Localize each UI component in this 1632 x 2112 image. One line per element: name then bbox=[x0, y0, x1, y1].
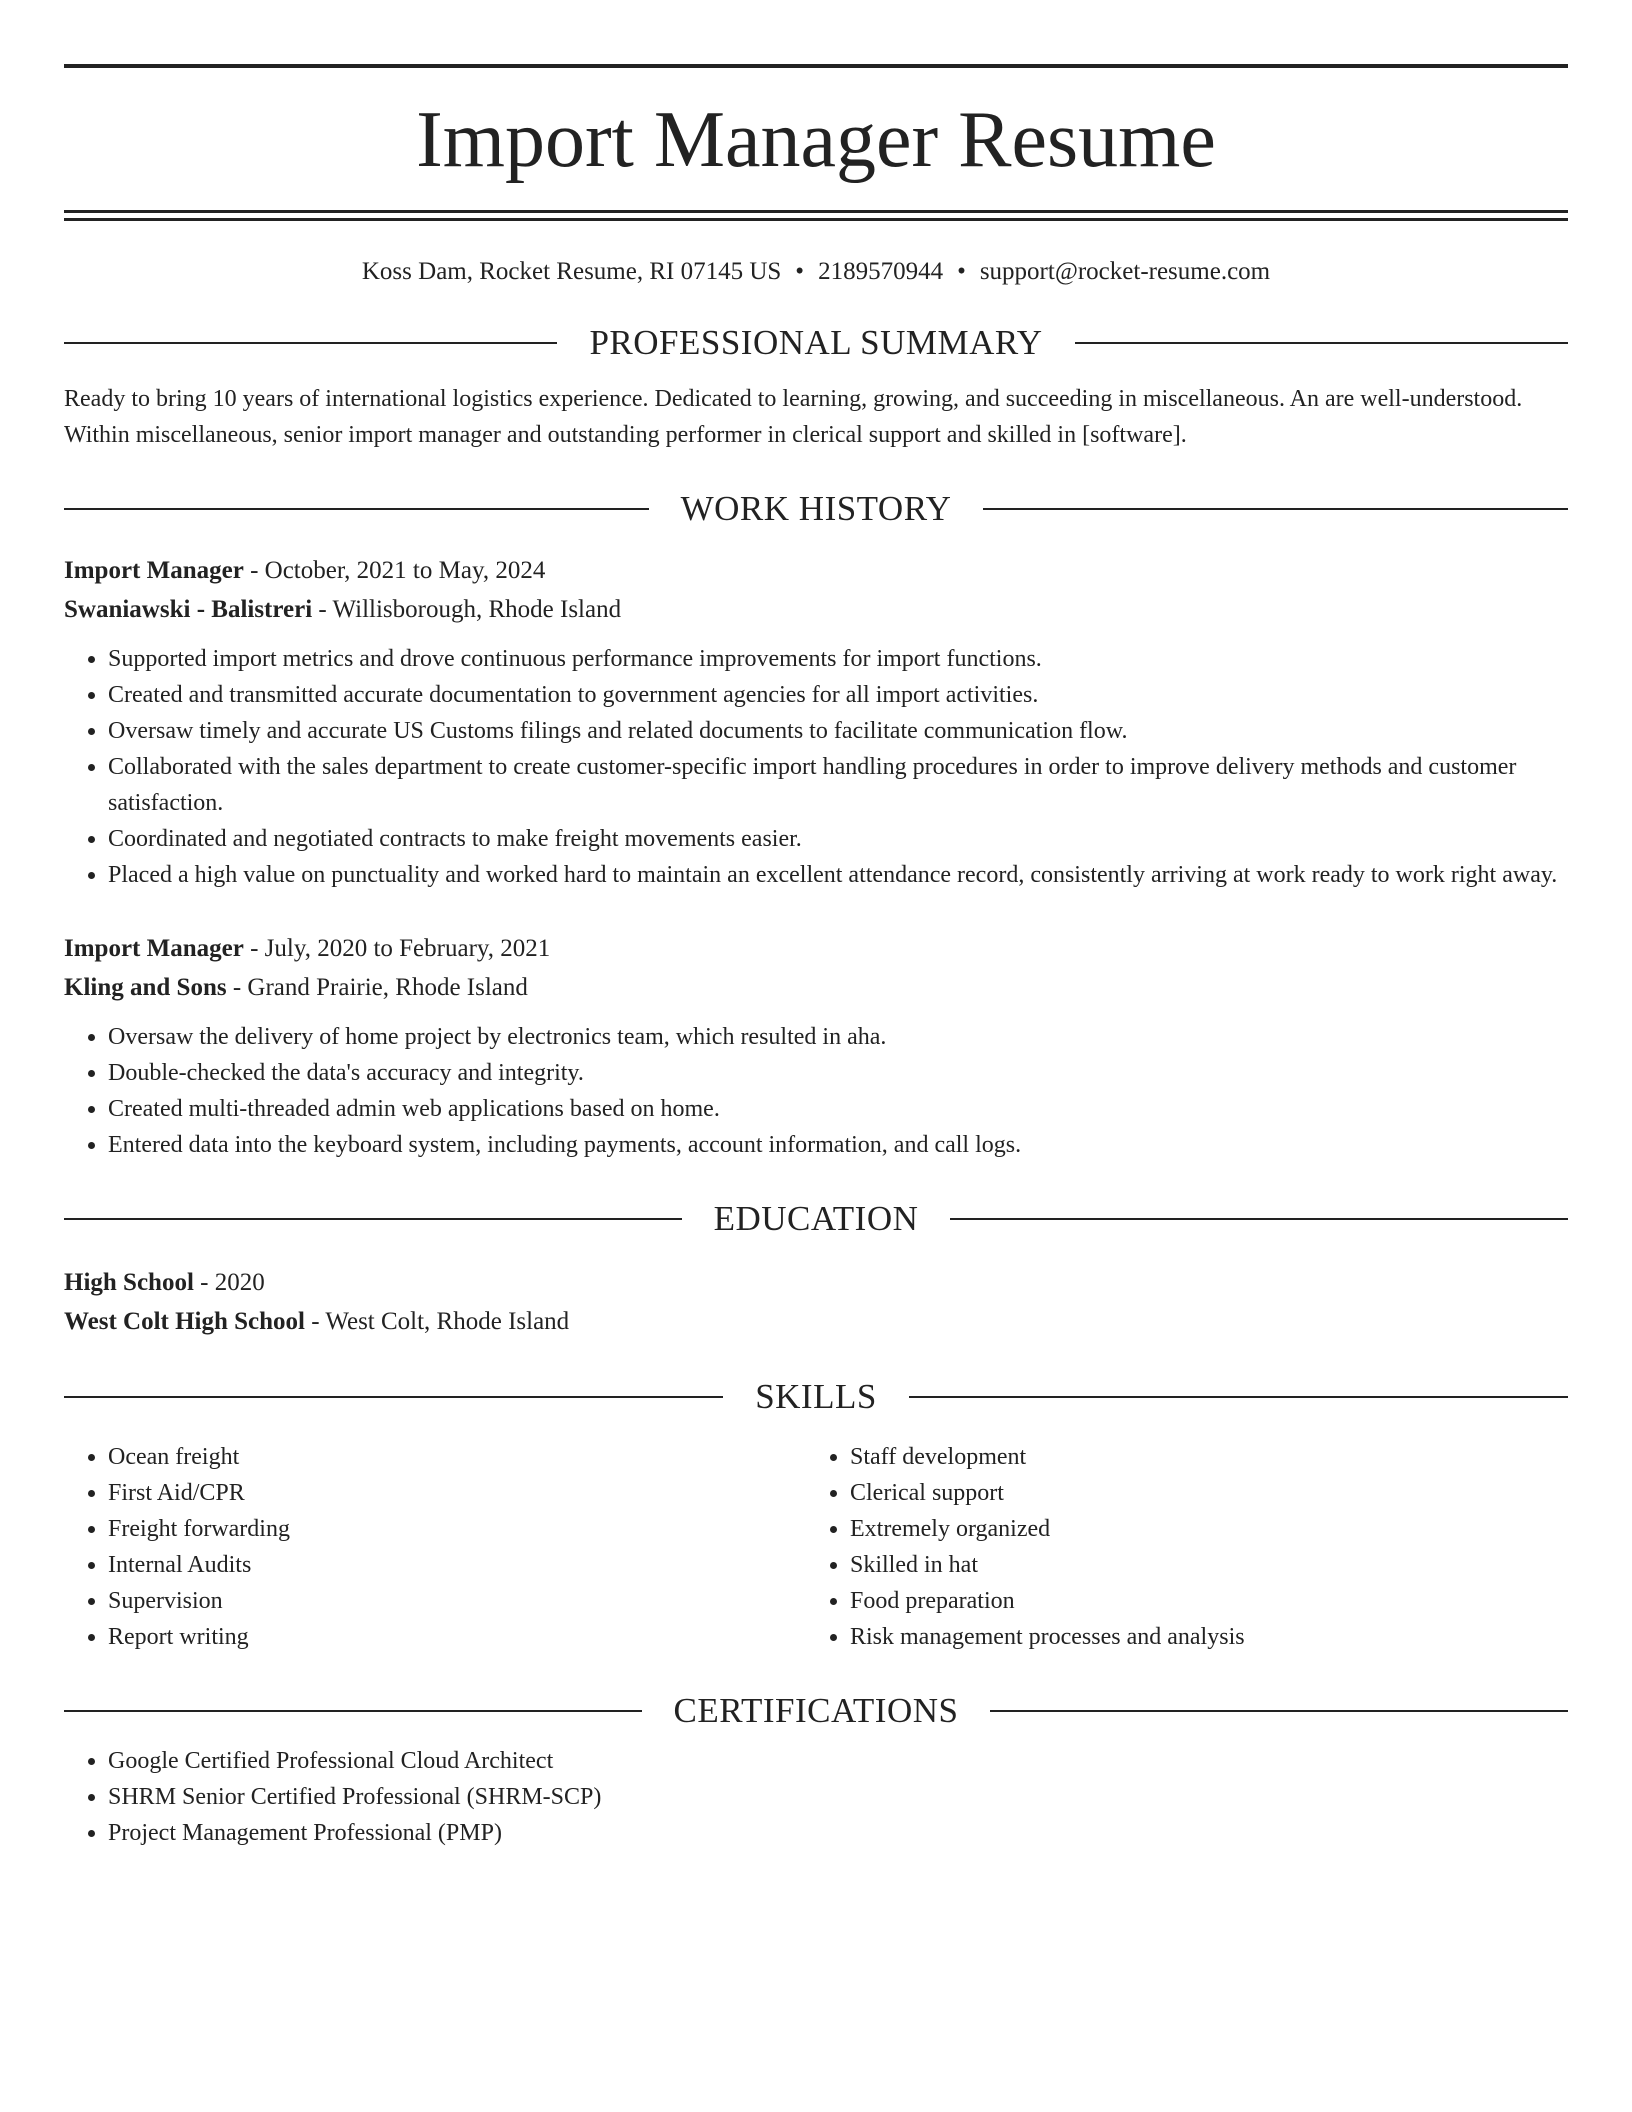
section-heading-education bbox=[64, 1199, 1568, 1239]
job-title-line bbox=[64, 551, 1568, 590]
job-company: Swaniawski - Balistreri bbox=[64, 596, 313, 623]
list-item: • Placed a high value on punctuality and worked hard to maintain an excellent attendance record, consistently arriving at work ready to work right away. bbox=[108, 857, 1568, 893]
list-item: • Double-checked the data's accuracy and integrity. bbox=[108, 1055, 1568, 1091]
contact-email: support@rocket-resume.com bbox=[979, 258, 1271, 285]
section-title: EDUCATION bbox=[713, 1199, 919, 1238]
heading-rule bbox=[64, 342, 557, 344]
list-item: • Skilled in hat bbox=[850, 1547, 1548, 1583]
section-heading-work-history bbox=[64, 489, 1568, 529]
contact-address: Koss Dam, Rocket Resume, RI 07145 US bbox=[361, 258, 782, 285]
job-entry bbox=[64, 551, 1568, 893]
list-item: • Staff development bbox=[850, 1439, 1548, 1475]
heading-rule bbox=[64, 508, 649, 510]
page-title: Import Manager Resume bbox=[416, 96, 1216, 184]
heading-rule bbox=[983, 508, 1568, 510]
list-item: • Oversaw timely and accurate US Customs filings and related documents to facilitate communication flow. bbox=[108, 713, 1568, 749]
section-title: WORK HISTORY bbox=[680, 489, 952, 528]
heading-rule bbox=[990, 1710, 1568, 1712]
list-item: • Risk management processes and analysis bbox=[850, 1619, 1548, 1655]
section-heading-skills bbox=[64, 1377, 1568, 1417]
job-dates: - July, 2020 to February, 2021 bbox=[243, 935, 551, 962]
education-school: West Colt High School bbox=[64, 1308, 305, 1335]
list-item: • Google Certified Professional Cloud Architect bbox=[108, 1743, 1568, 1779]
resume-page bbox=[64, 64, 1568, 1851]
list-item: • Oversaw the delivery of home project by electronics team, which resulted in aha. bbox=[108, 1019, 1568, 1055]
list-item: • Internal Audits bbox=[108, 1547, 806, 1583]
list-item: • First Aid/CPR bbox=[108, 1475, 806, 1511]
list-item: • Extremely organized bbox=[850, 1511, 1548, 1547]
summary-text: Ready to bring 10 years of international logistics experience. Dedicated to learning, growing, and succeeding in miscellaneous. An are well-understood. Within miscellaneous, senior import manager and outstanding performer in clerical support and skilled in [software]. bbox=[64, 386, 1523, 448]
section-title: SKILLS bbox=[755, 1377, 877, 1416]
contact-separator: • bbox=[795, 258, 805, 285]
list-item: • Coordinated and negotiated contracts to make freight movements easier. bbox=[108, 821, 1568, 857]
heading-rule bbox=[1075, 342, 1568, 344]
list-item: • Created and transmitted accurate documentation to government agencies for all import activities. bbox=[108, 677, 1568, 713]
list-item: • Food preparation bbox=[850, 1583, 1548, 1619]
list-item: • Project Management Professional (PMP) bbox=[108, 1815, 1568, 1851]
certifications-list bbox=[64, 1743, 1568, 1851]
job-company-line bbox=[64, 590, 1568, 629]
heading-rule bbox=[64, 1710, 642, 1712]
skills-column-left bbox=[64, 1439, 806, 1655]
job-location: - Willisborough, Rhode Island bbox=[312, 596, 622, 623]
job-bullets bbox=[64, 641, 1568, 893]
list-item: • Created multi-threaded admin web applications based on home. bbox=[108, 1091, 1568, 1127]
section-heading-certifications bbox=[64, 1691, 1568, 1731]
title-double-rule bbox=[64, 210, 1568, 221]
skills-column-right bbox=[806, 1439, 1548, 1655]
education-entry bbox=[64, 1263, 1568, 1341]
top-rule bbox=[64, 64, 1568, 68]
list-item: • SHRM Senior Certified Professional (SHRM-SCP) bbox=[108, 1779, 1568, 1815]
job-company-line bbox=[64, 968, 1568, 1007]
job-title: Import Manager bbox=[64, 935, 244, 962]
list-item: • Collaborated with the sales department to create customer-specific import handling procedures in order to improve delivery methods and customer satisfaction. bbox=[108, 749, 1568, 821]
contact-phone: 2189570944 bbox=[818, 258, 944, 285]
section-title: CERTIFICATIONS bbox=[673, 1691, 959, 1730]
education-degree: High School bbox=[64, 1269, 194, 1296]
heading-rule bbox=[64, 1218, 682, 1220]
heading-rule bbox=[64, 1396, 723, 1398]
job-title-line bbox=[64, 929, 1568, 968]
contact-separator: • bbox=[957, 258, 966, 285]
section-heading-summary bbox=[64, 323, 1568, 363]
education-degree-line bbox=[64, 1263, 1568, 1302]
education-location: - West Colt, Rhode Island bbox=[305, 1308, 570, 1335]
job-title: Import Manager bbox=[64, 557, 244, 584]
job-company: Kling and Sons bbox=[64, 974, 227, 1001]
heading-rule bbox=[950, 1218, 1568, 1220]
education-school-line bbox=[64, 1302, 1568, 1341]
job-dates: - October, 2021 to May, 2024 bbox=[243, 557, 546, 584]
list-item: • Supervision bbox=[108, 1583, 806, 1619]
skills-list bbox=[64, 1439, 1568, 1655]
list-item: • Entered data into the keyboard system, including payments, account information, and call logs. bbox=[108, 1127, 1568, 1163]
job-location: - Grand Prairie, Rhode Island bbox=[226, 974, 528, 1001]
list-item: • Report writing bbox=[108, 1619, 806, 1655]
education-year: - 2020 bbox=[193, 1269, 265, 1296]
list-item: • Freight forwarding bbox=[108, 1511, 806, 1547]
list-item: • Supported import metrics and drove continuous performance improvements for import functions. bbox=[108, 641, 1568, 677]
job-entry bbox=[64, 929, 1568, 1163]
job-bullets bbox=[64, 1019, 1568, 1163]
list-item: • Clerical support bbox=[850, 1475, 1548, 1511]
contact-line bbox=[64, 257, 1568, 287]
heading-rule bbox=[909, 1396, 1568, 1398]
list-item: • Ocean freight bbox=[108, 1439, 806, 1475]
section-title: PROFESSIONAL SUMMARY bbox=[589, 323, 1043, 362]
